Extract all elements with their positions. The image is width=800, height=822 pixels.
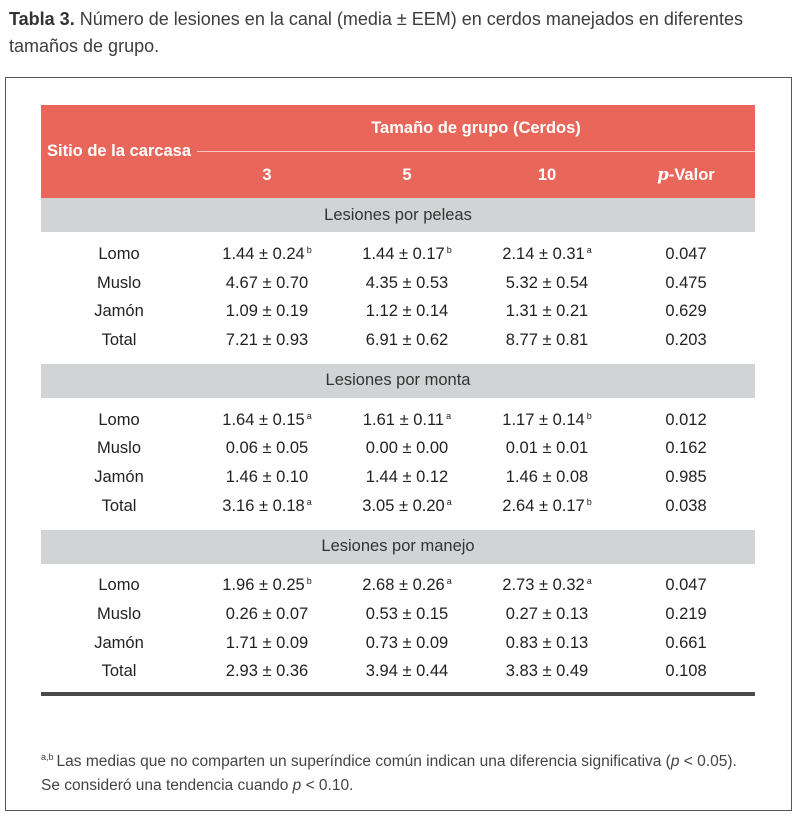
cell-mean: 2.64 ± 0.17 bbox=[502, 496, 585, 515]
cell-site: Jamón bbox=[94, 633, 144, 652]
spacer-row bbox=[41, 398, 755, 406]
table-row bbox=[41, 600, 755, 629]
cell-mean: 0.26 ± 0.07 bbox=[225, 605, 309, 624]
spacer-cell bbox=[41, 398, 755, 406]
cell-superscript: a bbox=[306, 410, 312, 421]
cell-mean: 2.68 ± 0.26 bbox=[362, 576, 445, 595]
table-row bbox=[41, 658, 755, 687]
cell-p-value: 0.661 bbox=[665, 633, 707, 652]
header-col-10: 10 bbox=[477, 152, 617, 199]
cell-mean: 2.93 ± 0.36 bbox=[225, 662, 309, 681]
cell-value bbox=[337, 406, 477, 435]
cell-superscript: a bbox=[586, 244, 592, 255]
cell-site: Lomo bbox=[98, 410, 140, 429]
spacer-row bbox=[41, 521, 755, 530]
cell-mean: 4.35 ± 0.53 bbox=[365, 273, 449, 292]
cell-mean: 6.91 ± 0.62 bbox=[365, 330, 449, 349]
cell-mean: 0.27 ± 0.13 bbox=[505, 605, 589, 624]
cell-site: Jamón bbox=[94, 302, 144, 321]
footnote bbox=[41, 745, 755, 798]
cell-mean: 1.96 ± 0.25 bbox=[222, 576, 305, 595]
header-p-value bbox=[617, 152, 755, 199]
header-p-rest: -Valor bbox=[668, 166, 715, 184]
cell-value bbox=[477, 600, 617, 629]
cell-site: Muslo bbox=[96, 605, 141, 624]
footnote-p-2: p bbox=[292, 777, 302, 794]
cell-value bbox=[337, 600, 477, 629]
table-row bbox=[41, 297, 755, 326]
cell-value bbox=[337, 326, 477, 355]
table-row bbox=[41, 240, 755, 269]
header-col-5: 5 bbox=[337, 152, 477, 199]
table-row bbox=[41, 629, 755, 658]
cell-superscript: b bbox=[586, 496, 592, 507]
footnote-text-2b: < 0.10. bbox=[301, 777, 354, 794]
cell-mean: 8.77 ± 0.81 bbox=[505, 330, 589, 349]
cell-value bbox=[337, 269, 477, 298]
bottom-rule-row bbox=[41, 686, 755, 696]
footnote-text-1a: Las medias que no comparten un superíndice común indican una diferencia significativa ( bbox=[56, 753, 671, 770]
cell-value bbox=[197, 572, 337, 601]
cell-mean: 1.61 ± 0.11 bbox=[362, 410, 445, 429]
caption-label: Tabla 3. bbox=[9, 9, 75, 29]
cell-p-value: 0.012 bbox=[665, 410, 707, 429]
cell-value bbox=[337, 240, 477, 269]
cell-superscript: b bbox=[306, 576, 312, 587]
lesions-table bbox=[41, 105, 755, 696]
spacer-row bbox=[41, 232, 755, 240]
footnote-text-2a: Se consideró una tendencia cuando bbox=[41, 777, 293, 794]
cell-value bbox=[337, 658, 477, 687]
footnote-line-2 bbox=[41, 774, 755, 798]
header-col-3: 3 bbox=[197, 152, 337, 199]
bottom-rule-cell bbox=[41, 686, 755, 696]
cell-p-value: 0.047 bbox=[665, 244, 707, 263]
cell-superscript: b bbox=[446, 244, 452, 255]
footnote-p-1: p bbox=[670, 753, 680, 770]
header-p-italic: p bbox=[657, 165, 669, 184]
table-row bbox=[41, 326, 755, 355]
cell-value bbox=[197, 269, 337, 298]
cell-value bbox=[197, 240, 337, 269]
cell-p-value: 0.047 bbox=[665, 576, 707, 595]
table-body bbox=[41, 198, 755, 696]
cell-p-value: 0.629 bbox=[665, 302, 707, 321]
section-title: Lesiones por manejo bbox=[41, 530, 755, 564]
cell-superscript: a bbox=[446, 410, 452, 421]
cell-value bbox=[477, 326, 617, 355]
cell-site: Total bbox=[101, 662, 137, 681]
header-row-top bbox=[41, 105, 755, 152]
table-row bbox=[41, 572, 755, 601]
cell-mean: 1.17 ± 0.14 bbox=[502, 410, 585, 429]
table-row bbox=[41, 492, 755, 521]
cell-mean: 2.73 ± 0.32 bbox=[502, 576, 585, 595]
cell-mean: 3.94 ± 0.44 bbox=[365, 662, 449, 681]
cell-value bbox=[197, 658, 337, 687]
cell-mean: 0.00 ± 0.00 bbox=[365, 439, 449, 458]
cell-value bbox=[477, 572, 617, 601]
header-group: Tamaño de grupo (Cerdos) bbox=[197, 105, 755, 152]
footnote-line-1 bbox=[41, 745, 755, 774]
cell-value bbox=[337, 572, 477, 601]
cell-value bbox=[197, 629, 337, 658]
section-row bbox=[41, 198, 755, 232]
cell-p-value: 0.475 bbox=[665, 273, 707, 292]
cell-site: Jamón bbox=[94, 467, 144, 486]
cell-mean: 1.44 ± 0.12 bbox=[365, 467, 449, 486]
footnote-text-1b: < 0.05). bbox=[679, 753, 737, 770]
cell-p-value: 0.203 bbox=[665, 330, 707, 349]
cell-mean: 5.32 ± 0.54 bbox=[505, 273, 589, 292]
cell-site: Lomo bbox=[98, 576, 140, 595]
cell-value bbox=[477, 434, 617, 463]
cell-superscript: a bbox=[446, 576, 452, 587]
cell-mean: 7.21 ± 0.93 bbox=[225, 330, 309, 349]
cell-superscript: a bbox=[306, 496, 312, 507]
cell-mean: 1.64 ± 0.15 bbox=[222, 410, 305, 429]
cell-site: Total bbox=[101, 330, 137, 349]
cell-p-value: 0.038 bbox=[665, 496, 707, 515]
cell-mean: 0.53 ± 0.15 bbox=[365, 605, 449, 624]
footnote-superscript: a,b bbox=[41, 752, 54, 762]
cell-value bbox=[477, 463, 617, 492]
header-site: Sitio de la carcasa bbox=[41, 105, 197, 198]
cell-p-value: 0.985 bbox=[665, 467, 707, 486]
cell-value bbox=[337, 492, 477, 521]
cell-mean: 2.14 ± 0.31 bbox=[502, 244, 585, 263]
cell-mean: 1.71 ± 0.09 bbox=[225, 633, 309, 652]
cell-superscript: b bbox=[586, 410, 592, 421]
cell-value bbox=[477, 658, 617, 687]
spacer-cell bbox=[41, 355, 755, 364]
caption-text: Número de lesiones en la canal (media ± EEM) en cerdos manejados en diferentes tamaños de grupo. bbox=[9, 9, 743, 56]
cell-value bbox=[197, 434, 337, 463]
cell-superscript: a bbox=[586, 576, 592, 587]
cell-value bbox=[197, 406, 337, 435]
cell-value bbox=[337, 434, 477, 463]
spacer-cell bbox=[41, 564, 755, 572]
cell-value bbox=[477, 240, 617, 269]
cell-value bbox=[337, 297, 477, 326]
cell-mean: 3.16 ± 0.18 bbox=[222, 496, 305, 515]
cell-mean: 1.46 ± 0.08 bbox=[505, 467, 589, 486]
cell-mean: 0.83 ± 0.13 bbox=[505, 633, 589, 652]
section-row bbox=[41, 530, 755, 564]
cell-site: Total bbox=[101, 496, 137, 515]
cell-value bbox=[337, 463, 477, 492]
bottom-rule bbox=[41, 692, 755, 696]
cell-mean: 1.12 ± 0.14 bbox=[365, 302, 449, 321]
cell-value bbox=[477, 629, 617, 658]
table-row bbox=[41, 463, 755, 492]
spacer-row bbox=[41, 355, 755, 364]
cell-value bbox=[197, 297, 337, 326]
spacer-row bbox=[41, 564, 755, 572]
cell-mean: 1.46 ± 0.10 bbox=[225, 467, 309, 486]
cell-mean: 1.09 ± 0.19 bbox=[225, 302, 309, 321]
cell-mean: 1.44 ± 0.17 bbox=[362, 244, 445, 263]
table-row bbox=[41, 434, 755, 463]
cell-value bbox=[477, 406, 617, 435]
section-title: Lesiones por monta bbox=[41, 364, 755, 398]
cell-site: Muslo bbox=[96, 273, 141, 292]
cell-p-value: 0.108 bbox=[665, 662, 707, 681]
cell-value bbox=[197, 463, 337, 492]
table-row bbox=[41, 406, 755, 435]
cell-p-value: 0.162 bbox=[665, 439, 707, 458]
spacer-cell bbox=[41, 521, 755, 530]
cell-superscript: a bbox=[446, 496, 452, 507]
cell-value bbox=[477, 492, 617, 521]
cell-value bbox=[197, 600, 337, 629]
cell-p-value: 0.219 bbox=[665, 605, 707, 624]
cell-mean: 0.73 ± 0.09 bbox=[365, 633, 449, 652]
cell-value bbox=[197, 492, 337, 521]
cell-mean: 3.83 ± 0.49 bbox=[505, 662, 589, 681]
cell-mean: 4.67 ± 0.70 bbox=[225, 273, 309, 292]
section-row bbox=[41, 364, 755, 398]
cell-mean: 0.06 ± 0.05 bbox=[225, 439, 309, 458]
cell-value bbox=[477, 297, 617, 326]
cell-mean: 1.44 ± 0.24 bbox=[222, 244, 305, 263]
cell-value bbox=[337, 629, 477, 658]
spacer-cell bbox=[41, 232, 755, 240]
cell-value bbox=[477, 269, 617, 298]
cell-value bbox=[197, 326, 337, 355]
cell-mean: 3.05 ± 0.20 bbox=[362, 496, 445, 515]
cell-mean: 1.31 ± 0.21 bbox=[505, 302, 589, 321]
cell-mean: 0.01 ± 0.01 bbox=[505, 439, 589, 458]
cell-superscript: b bbox=[306, 244, 312, 255]
cell-site: Lomo bbox=[98, 244, 140, 263]
cell-site: Muslo bbox=[96, 439, 141, 458]
table-caption bbox=[9, 6, 794, 60]
table-row bbox=[41, 269, 755, 298]
section-title: Lesiones por peleas bbox=[41, 198, 755, 232]
